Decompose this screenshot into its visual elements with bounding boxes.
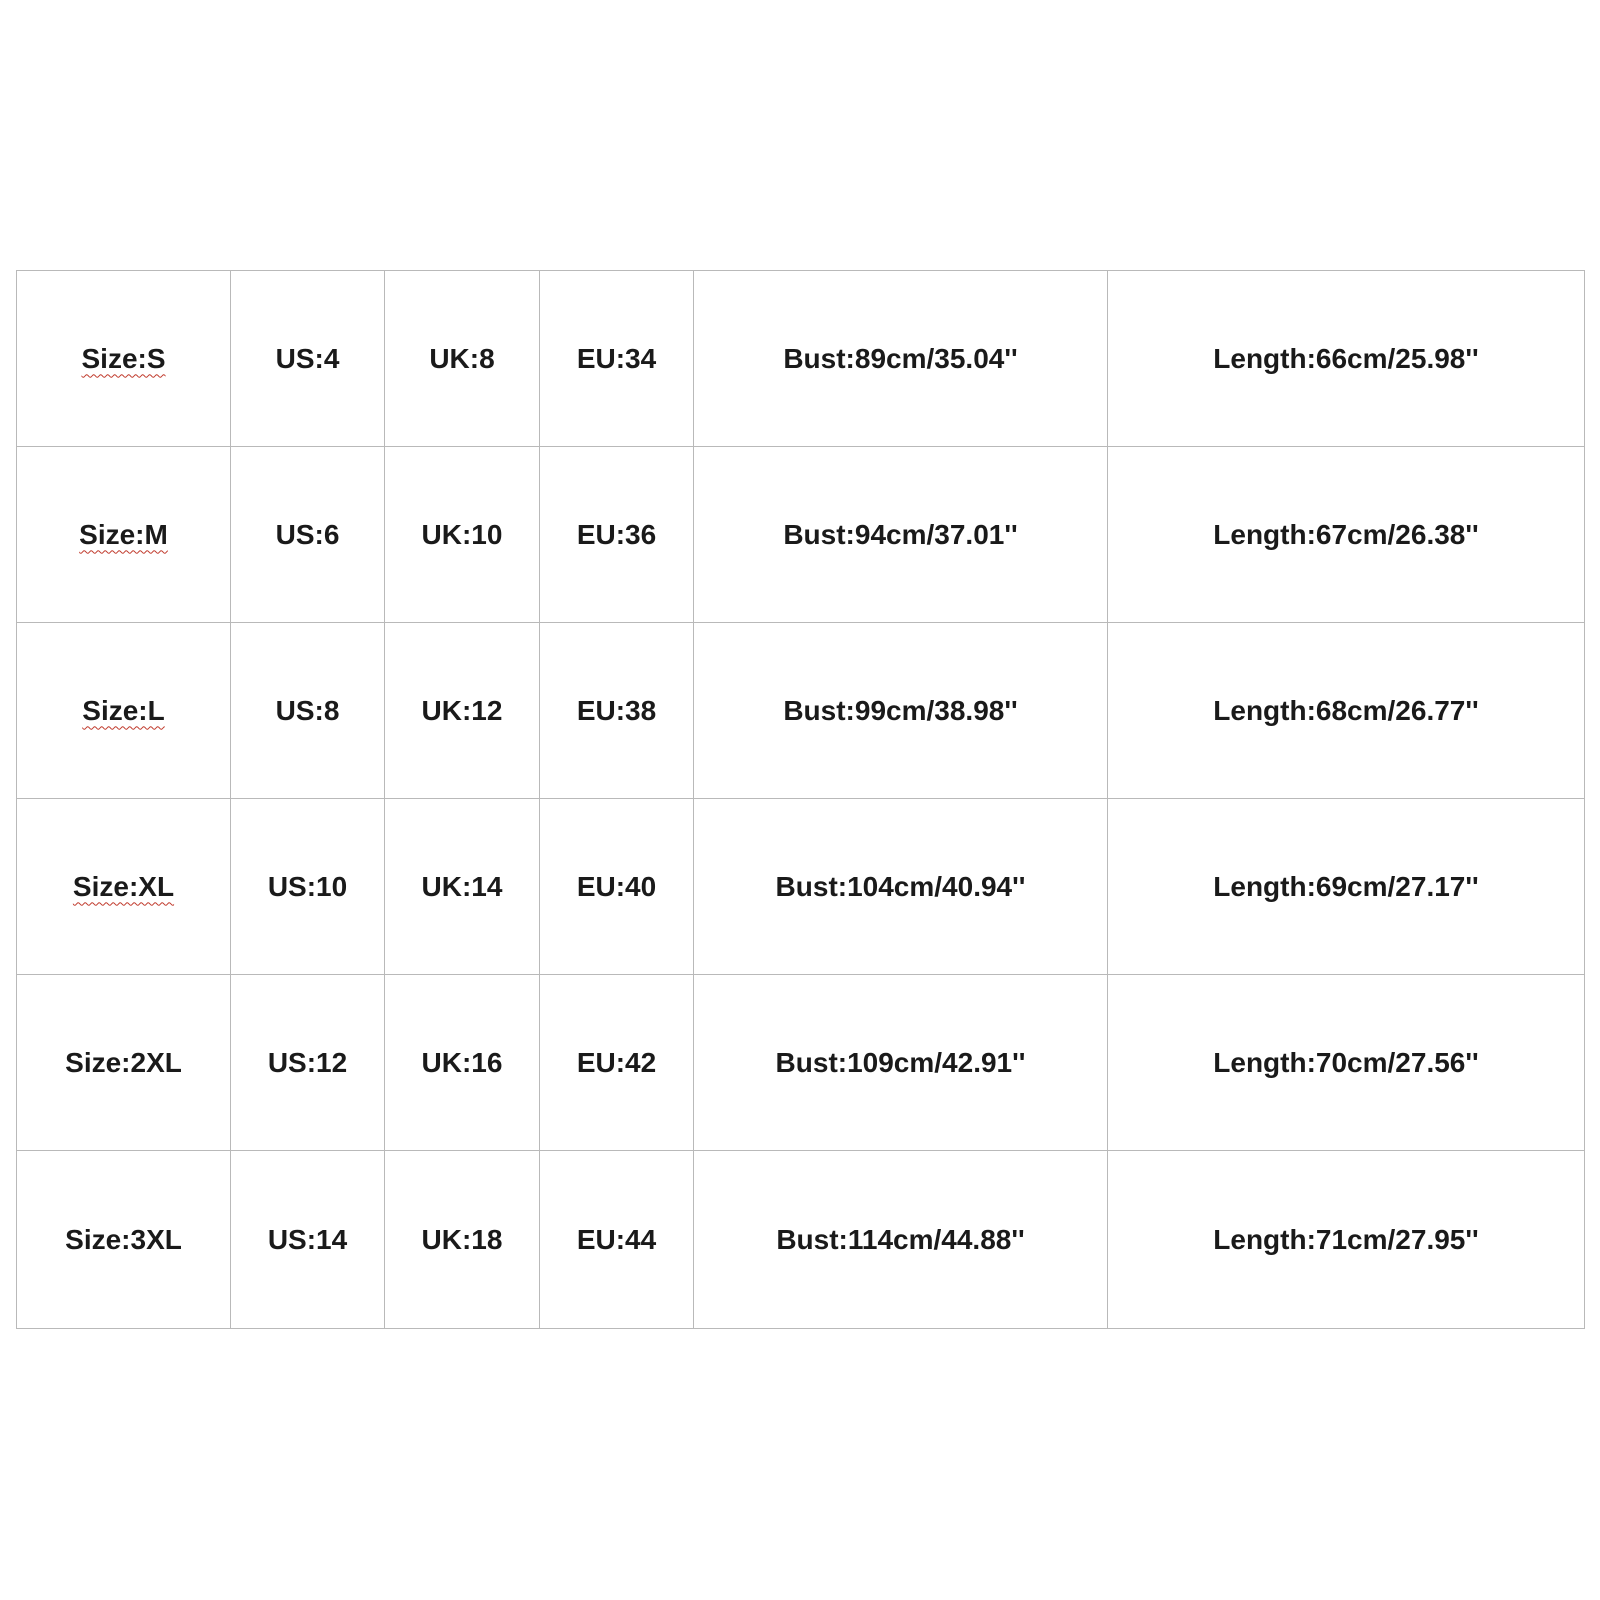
- bust-cell: Bust:94cm/37.01'': [694, 447, 1108, 623]
- bust-cell: Bust:109cm/42.91'': [694, 975, 1108, 1151]
- uk-size-cell: UK:12: [385, 623, 540, 799]
- size-chart-body: [17, 271, 1585, 1329]
- us-size-cell: US:14: [231, 1151, 385, 1329]
- length-cell: Length:67cm/26.38'': [1108, 447, 1585, 623]
- uk-size-cell: UK:10: [385, 447, 540, 623]
- us-size-cell: US:10: [231, 799, 385, 975]
- uk-size-cell: UK:14: [385, 799, 540, 975]
- us-size-cell: US:8: [231, 623, 385, 799]
- size-label: Size:2XL: [65, 1046, 182, 1078]
- size-row-xl: [17, 799, 1585, 975]
- size-row-s: [17, 271, 1585, 447]
- size-row-2xl: [17, 975, 1585, 1151]
- length-cell: Length:68cm/26.77'': [1108, 623, 1585, 799]
- us-size-cell: US:6: [231, 447, 385, 623]
- bust-cell: Bust:89cm/35.04'': [694, 271, 1108, 447]
- size-label: Size:L: [82, 694, 165, 726]
- size-cell: [17, 271, 231, 447]
- size-cell: [17, 447, 231, 623]
- size-cell: [17, 623, 231, 799]
- size-chart-table: [16, 270, 1585, 1329]
- uk-size-cell: UK:8: [385, 271, 540, 447]
- size-row-m: [17, 447, 1585, 623]
- bust-cell: Bust:99cm/38.98'': [694, 623, 1108, 799]
- size-row-3xl: [17, 1151, 1585, 1329]
- eu-size-cell: EU:38: [540, 623, 694, 799]
- uk-size-cell: UK:18: [385, 1151, 540, 1329]
- length-cell: Length:70cm/27.56'': [1108, 975, 1585, 1151]
- size-label: Size:S: [81, 342, 166, 374]
- bust-cell: Bust:104cm/40.94'': [694, 799, 1108, 975]
- size-label: Size:M: [79, 518, 168, 550]
- length-cell: Length:66cm/25.98'': [1108, 271, 1585, 447]
- size-row-l: [17, 623, 1585, 799]
- eu-size-cell: EU:44: [540, 1151, 694, 1329]
- eu-size-cell: EU:42: [540, 975, 694, 1151]
- bust-cell: Bust:114cm/44.88'': [694, 1151, 1108, 1329]
- eu-size-cell: EU:34: [540, 271, 694, 447]
- size-label: Size:XL: [72, 870, 175, 902]
- eu-size-cell: EU:36: [540, 447, 694, 623]
- uk-size-cell: UK:16: [385, 975, 540, 1151]
- us-size-cell: US:12: [231, 975, 385, 1151]
- length-cell: Length:69cm/27.17'': [1108, 799, 1585, 975]
- us-size-cell: US:4: [231, 271, 385, 447]
- eu-size-cell: EU:40: [540, 799, 694, 975]
- size-cell: [17, 975, 231, 1151]
- size-label: Size:3XL: [65, 1223, 182, 1255]
- size-cell: [17, 1151, 231, 1329]
- size-cell: [17, 799, 231, 975]
- length-cell: Length:71cm/27.95'': [1108, 1151, 1585, 1329]
